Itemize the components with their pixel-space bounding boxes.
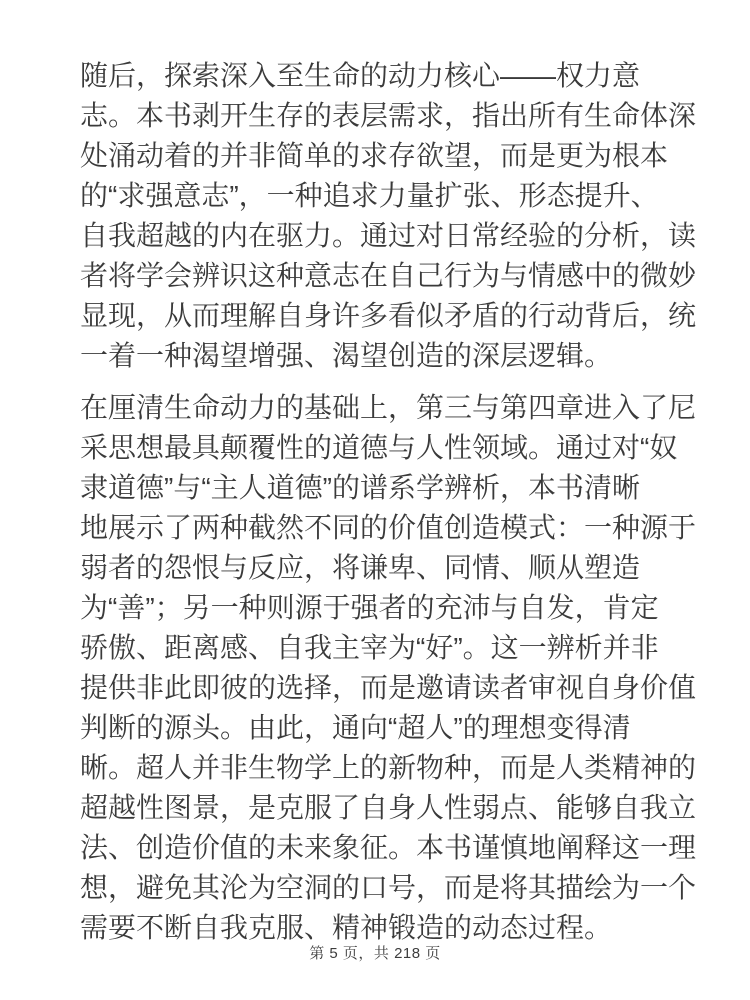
- text-line: 者将学会辨识这种意志在自己行为与情感中的微妙: [80, 260, 697, 291]
- text-line: 法、创造价值的未来象征。本书谨慎地阐释这一理: [80, 832, 697, 863]
- text-line: 处涌动着的并非简单的求存欲望，而是更为根本: [80, 140, 669, 171]
- text-line: 显现，从而理解自身许多看似矛盾的行动背后，统: [80, 300, 697, 331]
- text-line: 想，避免其沦为空洞的口号，而是将其描绘为一个: [80, 872, 697, 903]
- text-line: 自我超越的内在驱力。通过对日常经验的分析，读: [80, 220, 697, 251]
- text-line: 弱者的怨恨与反应，将谦卑、同情、顺从塑造: [80, 552, 641, 583]
- page-number-indicator: 第 5 页，共 218 页: [309, 945, 441, 962]
- text-line: 隶道德”与“主人道德”的谱系学辨析，本书清晰: [80, 472, 640, 503]
- document-body: [80, 56, 697, 960]
- text-line: 骄傲、距离感、自我主宰为“好”。这一辨析并非: [80, 632, 659, 663]
- paragraph: [80, 388, 697, 948]
- text-line: 一着一种渴望增强、渴望创造的深层逻辑。: [80, 340, 613, 371]
- text-line: 随后，探索深入至生命的动力核心——权力意: [80, 60, 641, 91]
- text-line: 的“求强意志”，一种追求力量扩张、形态提升、: [80, 180, 659, 211]
- text-line: 志。本书剥开生存的表层需求，指出所有生命体深: [80, 100, 697, 131]
- text-line: 为“善”；另一种则源于强者的充沛与自发，肯定: [80, 592, 659, 623]
- text-line: 判断的源头。由此，通向“超人”的理想变得清: [80, 712, 631, 743]
- text-line: 需要不断自我克服、精神锻造的动态过程。: [80, 912, 613, 943]
- text-line: 提供非此即彼的选择，而是邀请读者审视自身价值: [80, 672, 697, 703]
- text-line: 地展示了两种截然不同的价值创造模式：一种源于: [80, 512, 697, 543]
- text-line: 超越性图景，是克服了自身人性弱点、能够自我立: [80, 792, 697, 823]
- text-line: 在厘清生命动力的基础上，第三与第四章进入了尼: [80, 392, 697, 423]
- text-line: 晰。超人并非生物学上的新物种，而是人类精神的: [80, 752, 697, 783]
- text-line: 采思想最具颠覆性的道德与人性领域。通过对“奴: [80, 432, 678, 463]
- paragraph: [80, 56, 697, 376]
